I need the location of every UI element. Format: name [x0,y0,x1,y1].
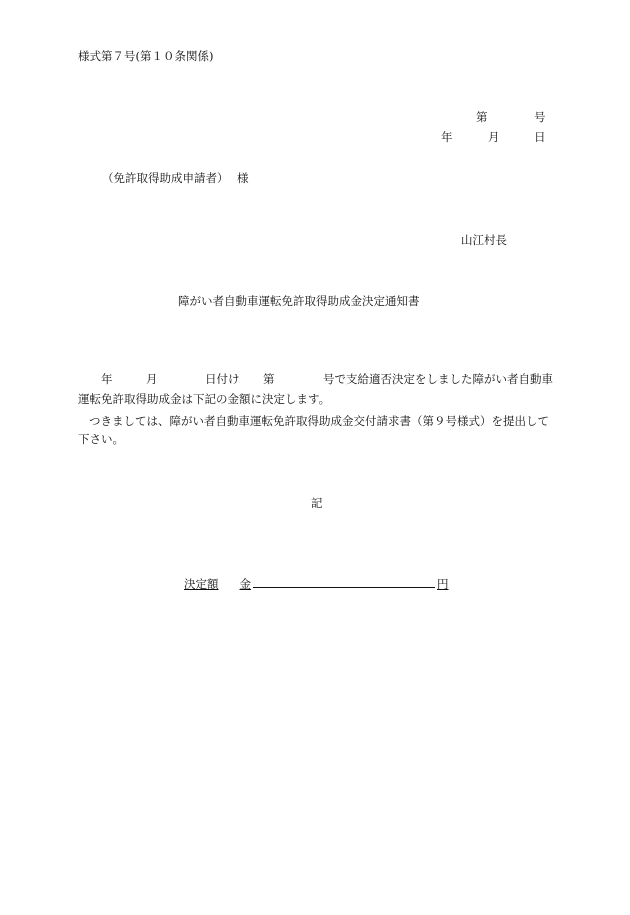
body-paragraph-2: つきましては、障がい者自動車運転免許取得助成金交付請求書（第９号様式）を提出して下さい。 [78,414,549,446]
date-month: 月 [488,130,500,144]
p1-month: 月 [146,372,158,386]
date-year: 年 [441,130,453,144]
number-dai: 第 [476,110,488,124]
p1-line1 [78,373,558,391]
ki-heading: 記 [311,496,323,510]
issuer: 山江村長 [461,233,507,247]
p1-dai: 第 [263,372,275,386]
date-day: 日 [534,130,546,144]
body-paragraph-1 [78,373,558,409]
p1-date-suffix: 日付け [205,372,240,386]
form-label: 様式第７号(第１０条関係) [78,49,214,63]
amount-blank [253,576,435,588]
p1-rest: 号で支給適否決定をしました障がい者自動車 [323,372,553,386]
doc-title: 障がい者自動車運転免許取得助成金決定通知書 [178,294,420,308]
addressee-name: （免許取得助成申請者） [102,171,229,185]
p1-line2: 運転免許取得助成金は下記の金額に決定します。 [78,392,331,406]
amount-label: 決定額 [184,577,219,591]
number-gou: 号 [534,110,546,124]
addressee-honorific: 様 [237,171,249,185]
amount-line [184,576,449,592]
amount-kin: 金 [239,577,251,591]
p1-year: 年 [101,372,113,386]
amount-yen: 円 [437,577,449,591]
